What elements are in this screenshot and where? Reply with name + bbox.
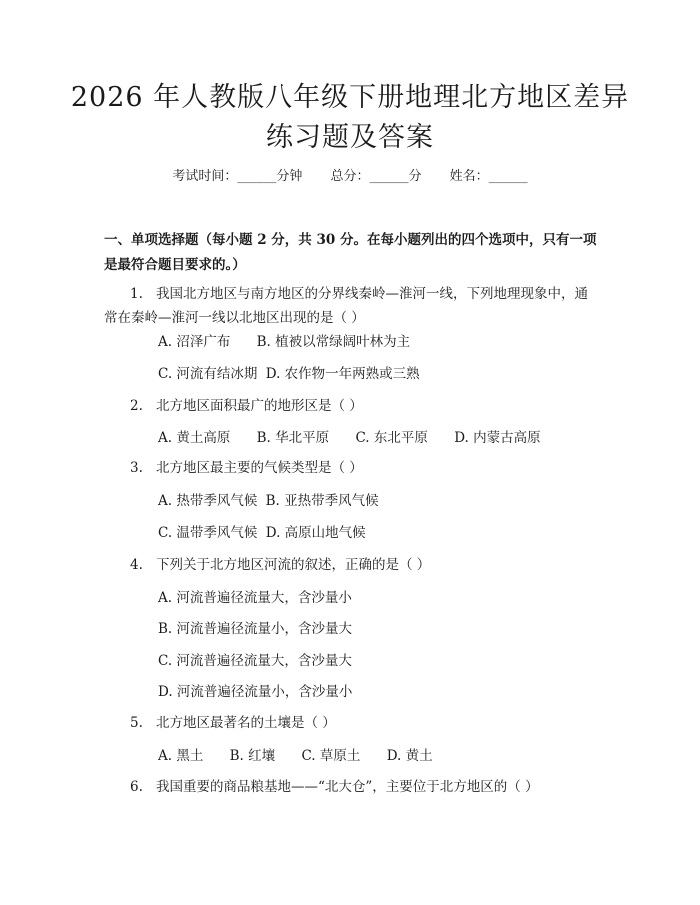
question-text: 北方地区最著名的土壤是（ ） xyxy=(156,715,336,731)
question-3-options-row-1 xyxy=(158,490,383,512)
question-number: 5. xyxy=(130,715,143,731)
total-score-field: 总分：______分 xyxy=(330,169,422,184)
option-c: C. 草原土 xyxy=(301,748,361,764)
question-2 xyxy=(104,394,604,419)
option-c: C. 温带季风气候 xyxy=(158,525,258,541)
question-text: 我国重要的商品粮基地——“北大仓”，主要位于北方地区的（ ） xyxy=(156,779,539,795)
option-b: B. 红壤 xyxy=(229,748,276,764)
question-4-option-c: C. 河流普遍径流量大，含沙量大 xyxy=(158,653,352,669)
question-text: 北方地区面积最广的地形区是（ ） xyxy=(156,398,363,414)
question-6 xyxy=(104,775,604,800)
student-name-field: 姓名：______ xyxy=(449,169,528,184)
option-a: A. 黑土 xyxy=(158,748,204,764)
question-number: 1. xyxy=(130,286,143,302)
option-b: B. 植被以常绿阔叶林为主 xyxy=(256,334,411,350)
question-3-options-row-2 xyxy=(158,522,370,544)
section-heading-line-1: 一、单项选择题（每小题 2 分，共 30 分。在每小题列出的四个选项中，只有一项 xyxy=(104,232,597,248)
question-3 xyxy=(104,456,604,481)
exam-time-field: 考试时间：______分钟 xyxy=(172,169,303,184)
exam-meta xyxy=(0,168,700,186)
question-1-options-row-1 xyxy=(158,331,432,353)
document-title-line-2: 练习题及答案 xyxy=(266,122,434,153)
question-5-options xyxy=(158,745,455,767)
option-b: B. 华北平原 xyxy=(256,430,330,446)
question-number: 3. xyxy=(130,460,143,476)
question-text: 北方地区最主要的气候类型是（ ） xyxy=(156,460,363,476)
question-2-options xyxy=(158,427,563,449)
option-b: B. 亚热带季风气候 xyxy=(265,493,379,509)
option-d: D. 农作物一年两熟或三熟 xyxy=(265,366,420,382)
option-d: D. 黄土 xyxy=(386,748,433,764)
question-number: 4. xyxy=(130,557,143,573)
question-1-line-2: 常在秦岭—淮河一线以北地区出现的是（ ） xyxy=(104,310,365,326)
question-1-options-row-2 xyxy=(158,363,424,385)
question-text: 我国北方地区与南方地区的分界线秦岭—淮河一线，下列地理现象中，通 xyxy=(156,286,588,302)
question-4-option-d: D. 河流普遍径流量小，含沙量小 xyxy=(158,684,353,700)
question-5 xyxy=(104,711,604,736)
question-1-line-1 xyxy=(104,282,604,307)
option-a: A. 热带季风气候 xyxy=(158,493,258,509)
option-c: C. 河流有结冰期 xyxy=(158,366,258,382)
option-c: C. 东北平原 xyxy=(355,430,428,446)
option-d: D. 高原山地气候 xyxy=(265,525,366,541)
document-title-line-1: 2026 年人教版八年级下册地理北方地区差异 xyxy=(70,82,630,113)
section-heading-line-2: 是最符合题目要求的。） xyxy=(104,257,246,273)
question-4-option-b: B. 河流普遍径流量小，含沙量大 xyxy=(158,621,353,637)
question-4 xyxy=(104,553,604,578)
question-4-option-a: A. 河流普遍径流量大，含沙量小 xyxy=(158,590,352,606)
question-number: 6. xyxy=(130,779,143,795)
question-text: 下列关于北方地区河流的叙述，正确的是（ ） xyxy=(156,557,431,573)
option-a: A. 沼泽广布 xyxy=(158,334,231,350)
question-number: 2. xyxy=(130,398,143,414)
option-a: A. 黄土高原 xyxy=(158,430,231,446)
option-d: D. 内蒙古高原 xyxy=(454,430,541,446)
